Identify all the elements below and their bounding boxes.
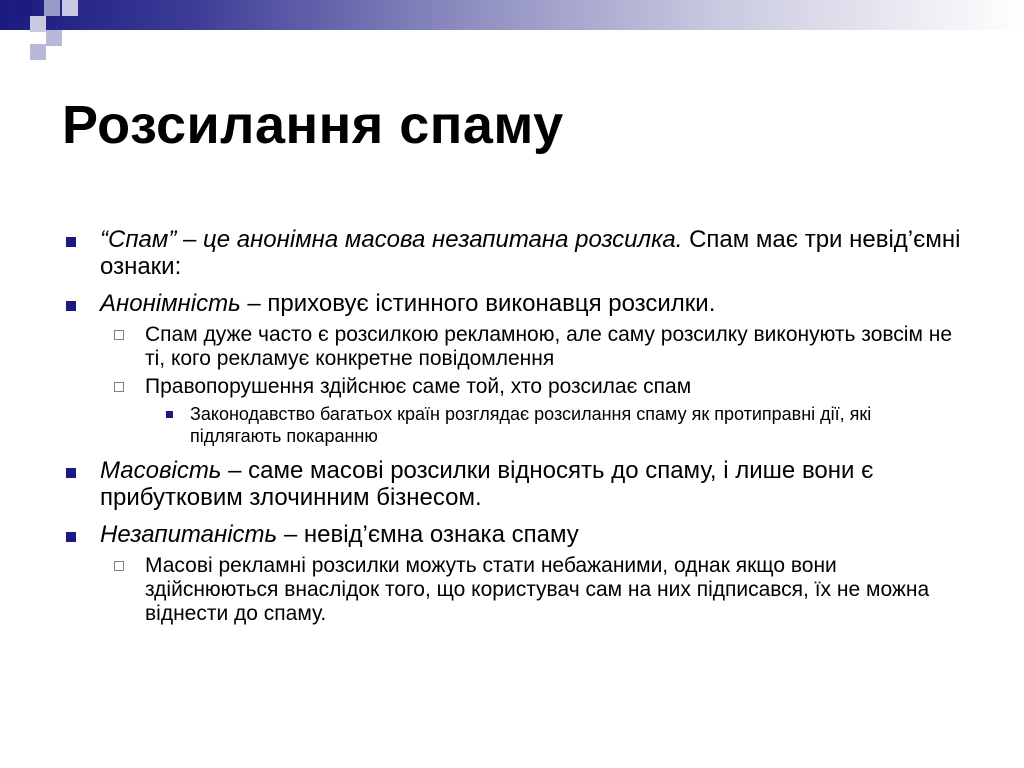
small-square-bullet-icon	[166, 411, 173, 418]
slide-title: Розсилання спаму	[62, 95, 564, 155]
sub-bullet-item	[62, 554, 962, 626]
bullet-emphasis: Масовість	[100, 457, 222, 484]
sub-sub-bullet-item	[62, 403, 962, 447]
hollow-square-bullet-icon	[114, 382, 124, 392]
header-gradient-bar	[0, 0, 1024, 30]
sub-bullet-text: Спам дуже часто є розсилкою рекламною, але саму розсилку виконують зовсім не ті, кого рекламує конкретне повідомлення	[145, 323, 953, 370]
hollow-square-bullet-icon	[114, 561, 124, 571]
bullet-text: Спам має три невід’ємні ознаки:	[100, 226, 961, 280]
decor-square	[62, 0, 78, 16]
bullet-item	[62, 290, 962, 317]
sub-bullet-item	[62, 323, 962, 371]
square-bullet-icon	[66, 237, 76, 247]
sub-bullet-item	[62, 375, 962, 399]
bullet-emphasis: “Спам” – це анонімна масова незапитана розсилка.	[100, 226, 683, 253]
decor-square	[46, 30, 62, 46]
sub-bullet-text: Правопорушення здійснює саме той, хто розсилає спам	[145, 375, 692, 398]
square-bullet-icon	[66, 532, 76, 542]
bullet-list	[62, 226, 962, 634]
bullet-emphasis: Анонімність	[100, 290, 241, 317]
bullet-text: – саме масові розсилки відносять до спаму, і лише вони є прибутковим злочинним бізнесом.	[100, 457, 874, 511]
square-bullet-icon	[66, 468, 76, 478]
bullet-text: – приховує істинного виконавця розсилки.	[240, 290, 716, 317]
hollow-square-bullet-icon	[114, 330, 124, 340]
bullet-item	[62, 226, 962, 280]
decor-square	[44, 0, 60, 16]
square-bullet-icon	[66, 301, 76, 311]
decor-square	[14, 0, 32, 16]
sub-sub-bullet-text: Законодавство багатьох країн розглядає розсилання спаму як протиправні дії, які підлягають покаранню	[190, 404, 872, 446]
decor-square	[30, 16, 46, 32]
bullet-item	[62, 457, 962, 511]
sub-bullet-text: Масові рекламні розсилки можуть стати небажаними, однак якщо вони здійснюються внаслідок того, що користувач сам на них підписався, їх не можна віднести до спаму.	[145, 554, 930, 625]
bullet-item	[62, 521, 962, 548]
bullet-emphasis: Незапитаність	[100, 521, 278, 548]
bullet-text: – невід’ємна ознака спаму	[277, 521, 579, 548]
decor-square	[30, 44, 46, 60]
